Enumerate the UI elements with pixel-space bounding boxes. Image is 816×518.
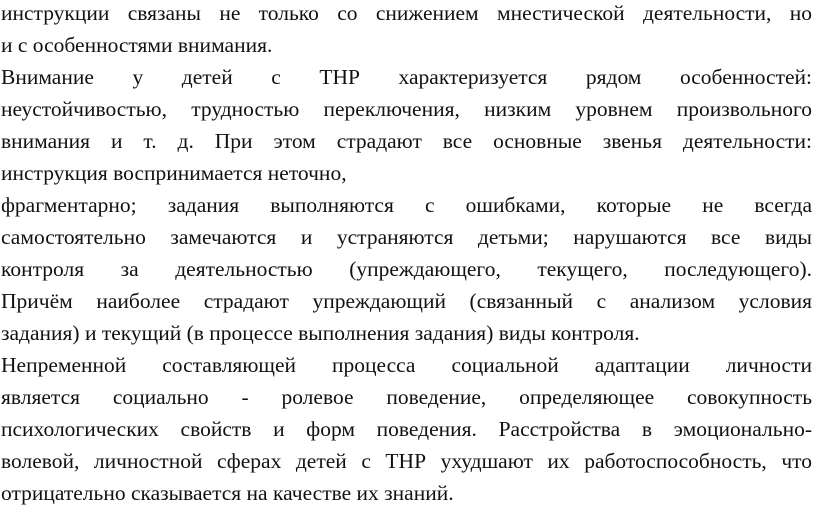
text-line: внимания и т. д. При этом страдают все основные звенья деятельности: [1,129,812,153]
text-line: отрицательно сказывается на качестве их знаний. [1,481,454,505]
text-line: контроля за деятельностью (упреждающего, текущего, последующего). [1,257,812,281]
text-line: Непременной составляющей процесса социальной адаптации личности [1,353,812,377]
text-line: инструкции связаны не только со снижением мнестической деятельности, но [1,1,812,25]
text-line: самостоятельно замечаются и устраняются детьми; нарушаются все виды [1,225,812,249]
text-line: является социально - ролевое поведение, определяющее совокупность [1,385,812,409]
text-line: инструкция воспринимается неточно, [1,161,347,185]
text-line: фрагментарно; задания выполняются с ошибками, которые не всегда [1,193,812,217]
text-line: Причём наиболее страдают упреждающий (связанный с анализом условия [1,289,812,313]
text-line: неустойчивостью, трудностью переключения, низким уровнем произвольного [1,97,812,121]
text-line: и с особенностями внимания. [1,33,273,57]
text-line: задания) и текущий (в процессе выполнения задания) виды контроля. [1,321,640,345]
text-line: психологических свойств и форм поведения. Расстройства в эмоционально- [1,417,812,441]
text-line: волевой, личностной сферах детей с ТНР ухудшают их работоспособность, что [1,449,812,473]
text-line: Внимание у детей с ТНР характеризуется рядом особенностей: [1,65,812,89]
